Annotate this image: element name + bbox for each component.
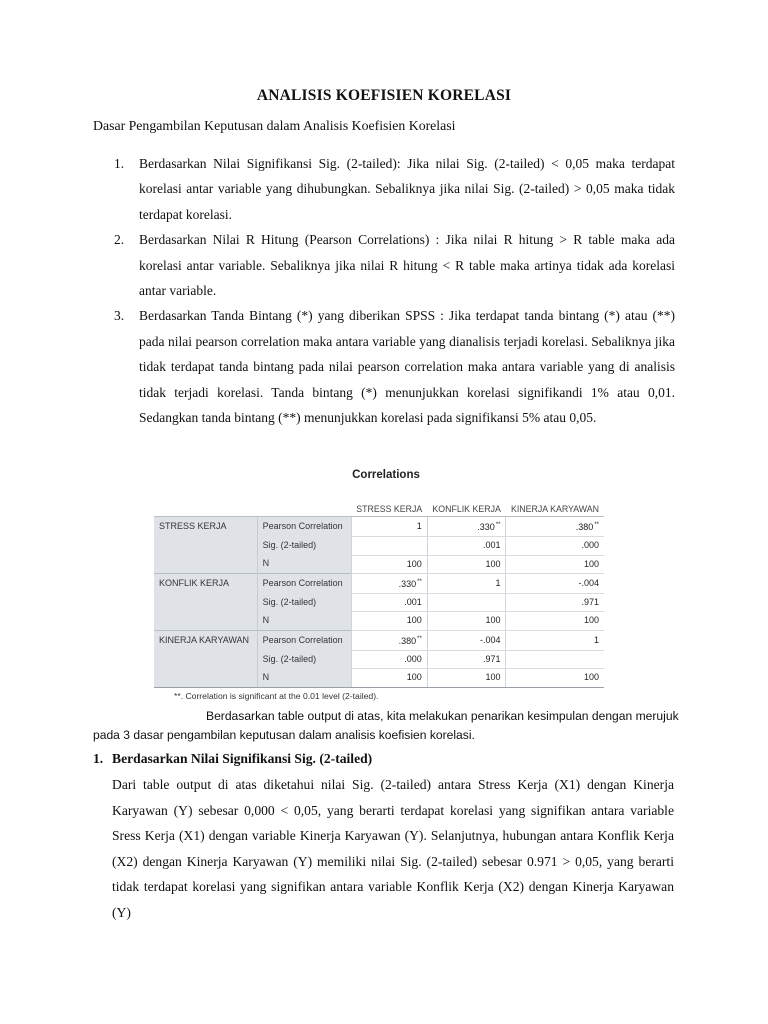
row-variable-name: STRESS KERJA — [154, 517, 257, 537]
significance-star: ** — [417, 578, 422, 585]
row-stat-label: Sig. (2-tailed) — [257, 594, 351, 612]
cell: .000 — [351, 651, 427, 669]
table-row — [154, 517, 604, 537]
intro-line: Dasar Pengambilan Keputusan dalam Analisis Koefisien Korelasi — [93, 118, 456, 133]
table-header-row — [154, 484, 604, 517]
row-stat-label: Sig. (2-tailed) — [257, 651, 351, 669]
cell: 100 — [351, 555, 427, 573]
section-number: 1. — [93, 751, 104, 766]
significance-star: ** — [417, 635, 422, 642]
criteria-text: Berdasarkan Tanda Bintang (*) yang diberikan SPSS : Jika terdapat tanda bintang (*) atau (**) pada nilai pearson correlation maka antara variable yang dianalisis terjadi korelasi. Sebaliknya jika tidak terdapat tanda bintang pada nilai pearson correlation maka antara variable yang di analisis tidak terjadi korelasi. Tanda bintang (*) menunjukkan korelasi signifikandi 1% atau 0,01. Sedangkan tanda bintang (**) menunjukkan korelasi pada signifikansi 5% atau 0,05. — [139, 308, 675, 426]
criteria-item — [93, 303, 675, 430]
cell — [506, 651, 604, 669]
cell: 100 — [427, 669, 506, 687]
table-row — [154, 669, 604, 687]
row-variable-empty — [154, 555, 257, 573]
table-footnote: **. Correlation is significant at the 0.01 level (2-tailed). — [174, 690, 379, 701]
section-body: Dari table output di atas diketahui nilai Sig. (2-tailed) antara Stress Kerja (X1) dengan Kinerja Karyawan (Y) sebesar 0,000 < 0,05, yang berarti terdapat korelasi yang signifikan antara variable Sress Kerja (X1) dengan variable Kinerja Karyawan (Y). Selanjutnya, hubungan antara Konflik Kerja (X2) dengan Kinerja Karyawan (Y) memiliki nilai Sig. (2-tailed) sebesar 0.971 > 0,05, yang berarti tidak terdapat korelasi yang signifikan antara variable Konflik Kerja (X2) dengan Kinerja Karyawan (Y) — [112, 777, 674, 920]
cell: 100 — [427, 555, 506, 573]
header-empty — [257, 484, 351, 517]
cell-value: -.004 — [578, 577, 599, 588]
cell: .971 — [427, 651, 506, 669]
criteria-item — [93, 227, 675, 303]
cell — [351, 537, 427, 555]
cell-value: .330 — [398, 578, 417, 589]
header-konflik-kerja: KONFLIK KERJA — [432, 504, 501, 514]
table-title: Correlations — [352, 469, 420, 481]
table-row — [154, 573, 604, 593]
row-stat-label: Pearson Correlation — [257, 573, 351, 593]
cell: .001 — [351, 594, 427, 612]
cell: .001 — [427, 537, 506, 555]
header-kinerja-karyawan: KINERJA KARYAWAN — [510, 504, 599, 514]
criteria-text: Berdasarkan Nilai R Hitung (Pearson Correlations) : Jika nilai R hitung > R table maka ada korelasi antar variable. Sebaliknya jika nilai R hitung < R table maka artinya tidak ada korelasi antar variable. — [139, 232, 675, 299]
row-stat-label: N — [257, 669, 351, 687]
table-row — [154, 651, 604, 669]
significance-star: ** — [495, 522, 501, 528]
cell — [427, 573, 506, 593]
document-title: ANALISIS KOEFISIEN KORELASI — [256, 87, 512, 104]
row-stat-label: N — [257, 555, 351, 573]
row-variable-name: KINERJA KARYAWAN — [154, 630, 257, 650]
cell — [427, 630, 506, 650]
cell: 100 — [506, 612, 604, 630]
cell — [506, 517, 604, 537]
criteria-text: Berdasarkan Nilai Signifikansi Sig. (2-tailed): Jika nilai Sig. (2-tailed) < 0,05 maka terdapat korelasi antar variable yang dihubungkan. Sebaliknya jika nilai Sig. (2-tailed) > 0,05 maka tidak terdapat korelasi. — [139, 156, 675, 222]
cell — [351, 573, 427, 593]
cell — [506, 630, 604, 650]
cell: 100 — [427, 612, 506, 630]
row-variable-empty — [154, 669, 257, 687]
cell-value: -.004 — [479, 634, 501, 645]
section-heading-text: Berdasarkan Nilai Signifikansi Sig. (2-tailed) — [112, 751, 373, 766]
cell — [351, 630, 427, 650]
header-stress-kerja: STRESS KERJA — [356, 504, 423, 514]
row-stat-label: Pearson Correlation — [257, 630, 351, 650]
cell-value: 1 — [495, 577, 501, 588]
row-stat-label: Sig. (2-tailed) — [257, 537, 351, 555]
cell-value: 1 — [593, 634, 599, 645]
criteria-number: 1. — [114, 156, 125, 171]
row-stat-label: N — [257, 612, 351, 630]
cell-value: .380 — [398, 635, 417, 646]
criteria-number: 2. — [114, 232, 125, 248]
row-variable-name: KONFLIK KERJA — [154, 573, 257, 593]
row-variable-empty — [154, 537, 257, 555]
table-row — [154, 630, 604, 650]
cell — [427, 594, 506, 612]
cell — [506, 573, 604, 593]
header-empty — [154, 484, 257, 517]
table-row — [154, 537, 604, 555]
criteria-number: 3. — [114, 308, 125, 324]
cell-value: .330 — [477, 522, 495, 532]
correlations-table-figure — [154, 466, 604, 701]
table-row — [154, 555, 604, 573]
cell-value: .380 — [575, 522, 594, 532]
criteria-list — [93, 151, 675, 430]
cell — [427, 517, 506, 537]
cell — [351, 517, 427, 537]
row-variable-empty — [154, 594, 257, 612]
cell: 100 — [351, 669, 427, 687]
row-variable-empty — [154, 651, 257, 669]
section-heading — [93, 751, 372, 767]
cell: .971 — [506, 594, 604, 612]
cell: 100 — [351, 612, 427, 630]
row-stat-label: Pearson Correlation — [257, 517, 351, 537]
correlations-table — [154, 484, 604, 688]
conclusion-intro-paragraph — [93, 707, 683, 745]
table-row — [154, 612, 604, 630]
cell: .000 — [506, 537, 604, 555]
table-row — [154, 594, 604, 612]
significance-star: ** — [594, 522, 599, 528]
criteria-item — [93, 151, 675, 227]
paragraph-text: Berdasarkan table output di atas, kita melakukan penarikan kesimpulan dengan merujuk pada 3 dasar pengambilan keputusan dalam analisis koefisien korelasi. — [93, 709, 679, 742]
cell-value: 1 — [416, 521, 422, 531]
row-variable-empty — [154, 612, 257, 630]
cell: 100 — [506, 555, 604, 573]
cell: 100 — [506, 669, 604, 687]
